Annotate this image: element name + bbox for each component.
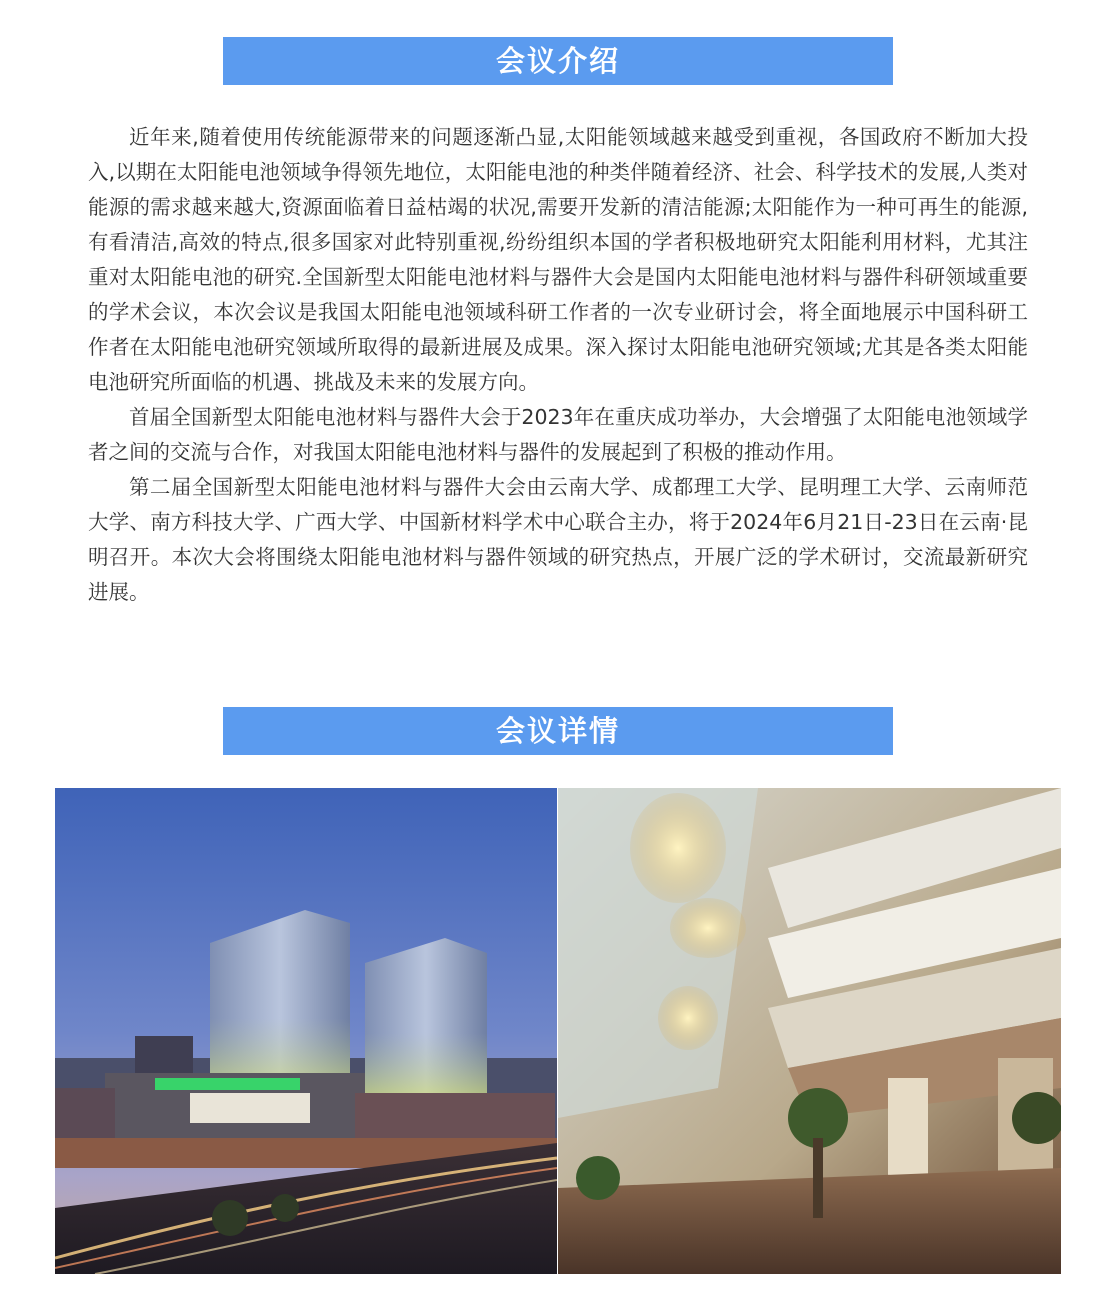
intro-paragraph-3: 第二届全国新型太阳能电池材料与器件大会由云南大学、成都理工大学、昆明理工大学、云南师范大学、南方科技大学、广西大学、中国新材料学术中心联合主办，将于2024年6月21日-23日在云南·昆明召开。本次大会将围绕太阳能电池材料与器件领域的研究热点，开展广泛的学术研讨，交流最新研究进展。 — [88, 475, 1028, 604]
intro-text — [88, 120, 1028, 610]
intro-paragraph-1: 近年来,随着使用传统能源带来的问题逐渐凸显,太阳能领域越来越受到重视，各国政府不断加大投入,以期在太阳能电池领域争得领先地位，太阳能电池的种类伴随着经济、社会、科学技术的发展,人类对能源的需求越来越大,资源面临着日益枯竭的状况,需要开发新的清洁能源;太阳能作为一种可再生的能源,有看清洁,高效的特点,很多国家对此特别重视,纷纷组织本国的学者积极地研究太阳能利用材料，尤其注重对太阳能电池的研究.全国新型太阳能电池材料与器件大会是国内太阳能电池材料与器件科研领域重要的学术会议，本次会议是我国太阳能电池领域科研工作者的一次专业研讨会，将全面地展示中国科研工作者在太阳能电池研究领域所取得的最新进展及成果。深入探讨太阳能电池研究领域;尤其是各类太阳能电池研究所面临的机遇、挑战及未来的发展方向。 — [88, 125, 1028, 394]
intro-paragraph-2: 首届全国新型太阳能电池材料与器件大会于2023年在重庆成功举办，大会增强了太阳能电池领域学者之间的交流与合作，对我国太阳能电池材料与器件的发展起到了积极的推动作用。 — [88, 405, 1028, 464]
hotel-exterior-photo — [55, 788, 557, 1274]
hotel-lobby-photo — [558, 788, 1061, 1274]
section-intro-banner: 会议介绍 — [223, 37, 893, 85]
section-details-banner: 会议详情 — [223, 707, 893, 755]
